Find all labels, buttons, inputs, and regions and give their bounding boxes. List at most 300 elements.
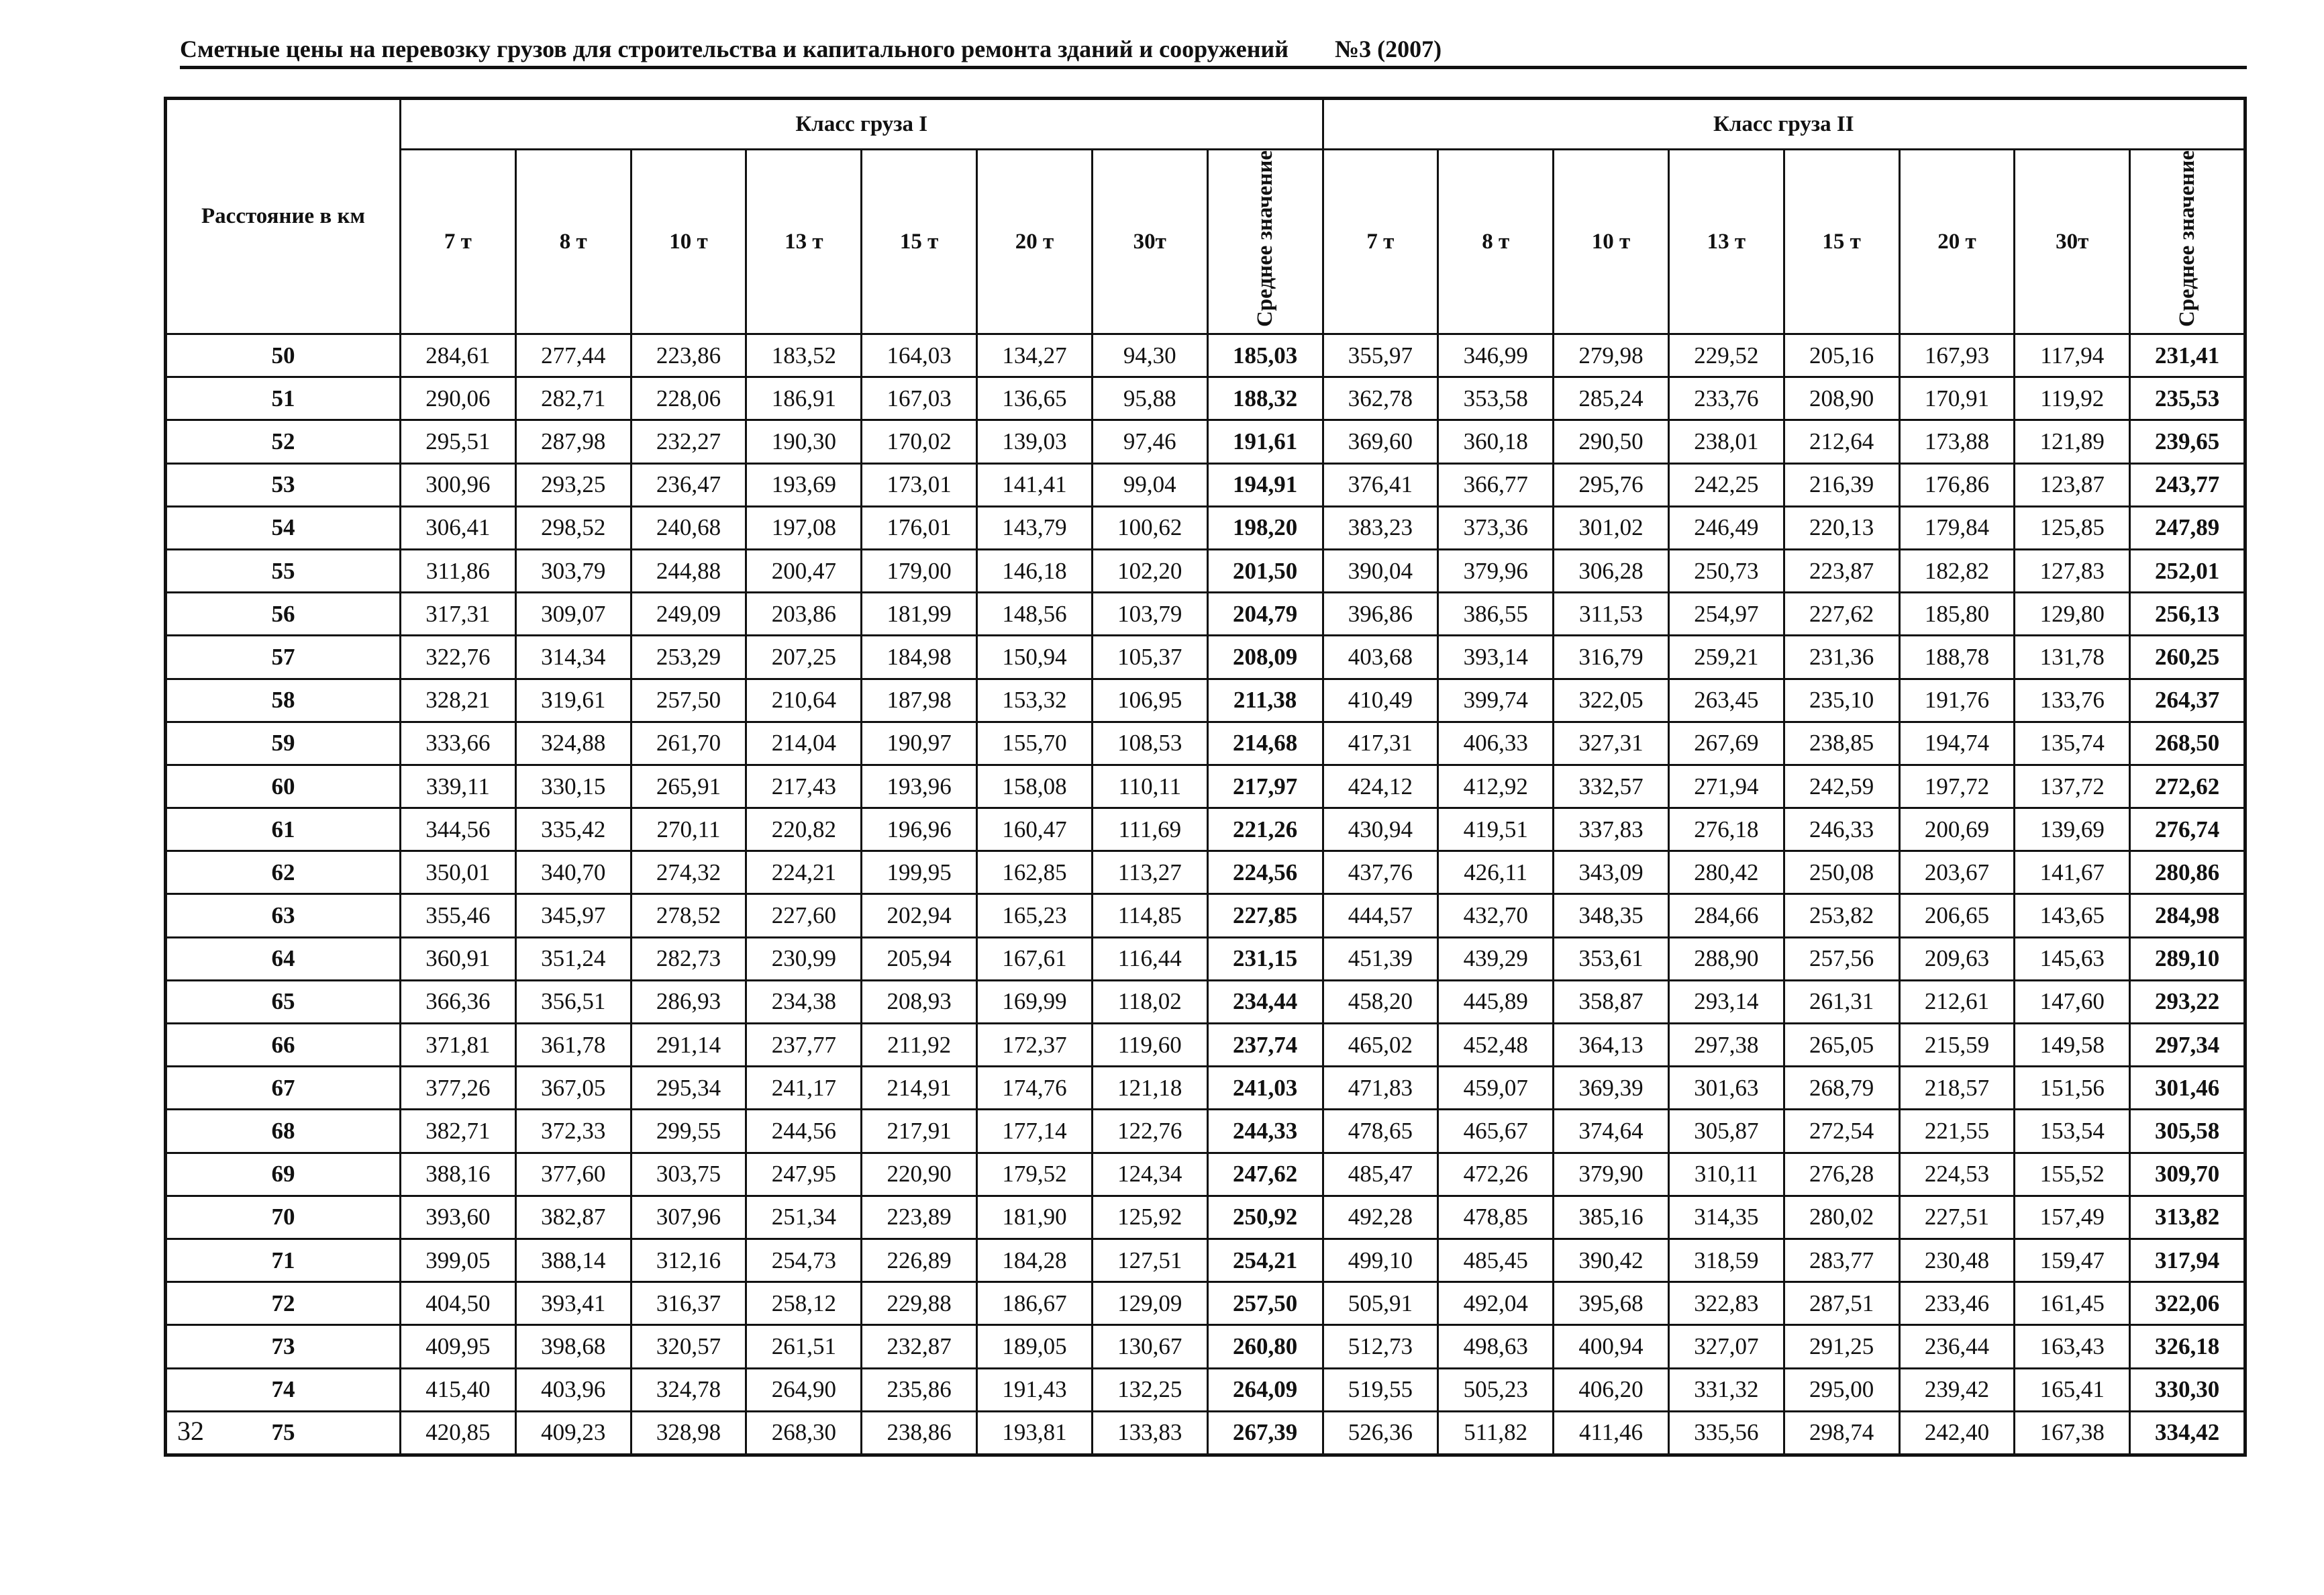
price-cell: 148,56 bbox=[977, 593, 1093, 636]
price-cell: 212,61 bbox=[1899, 980, 2015, 1023]
column-header bbox=[746, 150, 862, 334]
average-cell: 235,53 bbox=[2130, 377, 2245, 420]
distance-cell: 70 bbox=[166, 1196, 401, 1239]
price-cell: 396,86 bbox=[1323, 593, 1438, 636]
price-cell: 95,88 bbox=[1092, 377, 1207, 420]
price-cell: 119,92 bbox=[2015, 377, 2130, 420]
average-cell: 322,06 bbox=[2130, 1282, 2245, 1325]
header-row-columns bbox=[166, 150, 2245, 334]
price-cell: 299,55 bbox=[631, 1110, 746, 1153]
column-header-label: Среднее значение bbox=[1252, 150, 1277, 328]
price-cell: 188,78 bbox=[1899, 636, 2015, 679]
price-cell: 339,11 bbox=[401, 765, 516, 808]
price-cell: 235,86 bbox=[862, 1368, 977, 1411]
column-header bbox=[515, 150, 631, 334]
price-cell: 512,73 bbox=[1323, 1325, 1438, 1368]
price-cell: 287,98 bbox=[515, 420, 631, 463]
price-cell: 372,33 bbox=[515, 1110, 631, 1153]
column-header bbox=[862, 150, 977, 334]
price-cell: 300,96 bbox=[401, 463, 516, 506]
column-header-label: 15 т bbox=[1822, 229, 1861, 254]
price-cell: 364,13 bbox=[1554, 1024, 1669, 1067]
price-cell: 169,99 bbox=[977, 980, 1093, 1023]
price-cell: 409,95 bbox=[401, 1325, 516, 1368]
table-row bbox=[166, 1067, 2245, 1110]
column-header-label: 10 т bbox=[1591, 229, 1631, 254]
price-cell: 211,92 bbox=[862, 1024, 977, 1067]
price-cell: 170,02 bbox=[862, 420, 977, 463]
price-cell: 129,80 bbox=[2015, 593, 2130, 636]
price-cell: 424,12 bbox=[1323, 765, 1438, 808]
price-cell: 210,64 bbox=[746, 679, 862, 722]
price-cell: 280,02 bbox=[1784, 1196, 1899, 1239]
price-cell: 235,10 bbox=[1784, 679, 1899, 722]
average-cell: 204,79 bbox=[1207, 593, 1323, 636]
price-cell: 220,82 bbox=[746, 808, 862, 851]
price-cell: 258,12 bbox=[746, 1282, 862, 1325]
price-cell: 139,03 bbox=[977, 420, 1093, 463]
price-cell: 199,95 bbox=[862, 851, 977, 894]
price-cell: 149,58 bbox=[2015, 1024, 2130, 1067]
price-cell: 465,67 bbox=[1438, 1110, 1554, 1153]
price-cell: 284,61 bbox=[401, 334, 516, 377]
price-cell: 282,73 bbox=[631, 937, 746, 980]
average-cell: 239,65 bbox=[2130, 420, 2245, 463]
price-cell: 122,76 bbox=[1092, 1110, 1207, 1153]
average-cell: 252,01 bbox=[2130, 549, 2245, 592]
distance-cell: 61 bbox=[166, 808, 401, 851]
price-cell: 105,37 bbox=[1092, 636, 1207, 679]
price-cell: 143,65 bbox=[2015, 894, 2130, 937]
distance-cell: 69 bbox=[166, 1153, 401, 1196]
price-cell: 492,28 bbox=[1323, 1196, 1438, 1239]
price-cell: 246,33 bbox=[1784, 808, 1899, 851]
price-cell: 160,47 bbox=[977, 808, 1093, 851]
price-cell: 177,14 bbox=[977, 1110, 1093, 1153]
price-cell: 332,57 bbox=[1554, 765, 1669, 808]
price-cell: 182,82 bbox=[1899, 549, 2015, 592]
price-cell: 399,05 bbox=[401, 1239, 516, 1282]
price-cell: 383,23 bbox=[1323, 506, 1438, 549]
price-cell: 322,76 bbox=[401, 636, 516, 679]
table-row bbox=[166, 980, 2245, 1023]
price-cell: 236,44 bbox=[1899, 1325, 2015, 1368]
average-cell: 241,03 bbox=[1207, 1067, 1323, 1110]
price-cell: 306,41 bbox=[401, 506, 516, 549]
price-cell: 285,24 bbox=[1554, 377, 1669, 420]
price-cell: 278,52 bbox=[631, 894, 746, 937]
price-cell: 121,18 bbox=[1092, 1067, 1207, 1110]
price-cell: 362,78 bbox=[1323, 377, 1438, 420]
column-header-label: 20 т bbox=[1015, 229, 1054, 254]
price-cell: 366,77 bbox=[1438, 463, 1554, 506]
average-cell: 217,97 bbox=[1207, 765, 1323, 808]
price-cell: 301,63 bbox=[1668, 1067, 1784, 1110]
price-cell: 153,54 bbox=[2015, 1110, 2130, 1153]
distance-cell: 60 bbox=[166, 765, 401, 808]
distance-cell: 75 bbox=[166, 1411, 401, 1455]
price-cell: 227,60 bbox=[746, 894, 862, 937]
price-cell: 295,51 bbox=[401, 420, 516, 463]
price-cell: 343,09 bbox=[1554, 851, 1669, 894]
price-cell: 244,88 bbox=[631, 549, 746, 592]
price-cell: 133,76 bbox=[2015, 679, 2130, 722]
price-cell: 127,83 bbox=[2015, 549, 2130, 592]
price-cell: 203,67 bbox=[1899, 851, 2015, 894]
column-header bbox=[2015, 150, 2130, 334]
average-cell: 267,39 bbox=[1207, 1411, 1323, 1455]
average-cell: 188,32 bbox=[1207, 377, 1323, 420]
column-header bbox=[1668, 150, 1784, 334]
price-cell: 172,37 bbox=[977, 1024, 1093, 1067]
table-row bbox=[166, 549, 2245, 592]
price-cell: 445,89 bbox=[1438, 980, 1554, 1023]
price-cell: 155,70 bbox=[977, 722, 1093, 765]
price-cell: 155,52 bbox=[2015, 1153, 2130, 1196]
average-cell: 297,34 bbox=[2130, 1024, 2245, 1067]
price-cell: 291,25 bbox=[1784, 1325, 1899, 1368]
price-cell: 264,90 bbox=[746, 1368, 862, 1411]
price-cell: 103,79 bbox=[1092, 593, 1207, 636]
average-cell: 309,70 bbox=[2130, 1153, 2245, 1196]
average-cell: 201,50 bbox=[1207, 549, 1323, 592]
price-cell: 229,88 bbox=[862, 1282, 977, 1325]
price-cell: 173,01 bbox=[862, 463, 977, 506]
price-table bbox=[164, 97, 2247, 1457]
price-cell: 99,04 bbox=[1092, 463, 1207, 506]
table-row bbox=[166, 851, 2245, 894]
average-cell: 214,68 bbox=[1207, 722, 1323, 765]
price-cell: 247,95 bbox=[746, 1153, 862, 1196]
price-cell: 303,75 bbox=[631, 1153, 746, 1196]
price-cell: 307,96 bbox=[631, 1196, 746, 1239]
price-cell: 348,35 bbox=[1554, 894, 1669, 937]
price-cell: 367,05 bbox=[515, 1067, 631, 1110]
price-cell: 200,47 bbox=[746, 549, 862, 592]
average-cell: 208,09 bbox=[1207, 636, 1323, 679]
price-cell: 146,18 bbox=[977, 549, 1093, 592]
price-cell: 136,65 bbox=[977, 377, 1093, 420]
price-cell: 374,64 bbox=[1554, 1110, 1669, 1153]
price-cell: 121,89 bbox=[2015, 420, 2130, 463]
price-cell: 311,53 bbox=[1554, 593, 1669, 636]
price-cell: 350,01 bbox=[401, 851, 516, 894]
price-cell: 223,89 bbox=[862, 1196, 977, 1239]
table-row bbox=[166, 937, 2245, 980]
price-cell: 145,63 bbox=[2015, 937, 2130, 980]
price-cell: 270,11 bbox=[631, 808, 746, 851]
distance-cell: 67 bbox=[166, 1067, 401, 1110]
distance-cell: 74 bbox=[166, 1368, 401, 1411]
price-cell: 409,23 bbox=[515, 1411, 631, 1455]
price-cell: 295,00 bbox=[1784, 1368, 1899, 1411]
price-cell: 215,59 bbox=[1899, 1024, 2015, 1067]
price-cell: 231,36 bbox=[1784, 636, 1899, 679]
price-cell: 478,65 bbox=[1323, 1110, 1438, 1153]
price-cell: 242,40 bbox=[1899, 1411, 2015, 1455]
average-cell: 334,42 bbox=[2130, 1411, 2245, 1455]
price-cell: 305,87 bbox=[1668, 1110, 1784, 1153]
average-cell: 305,58 bbox=[2130, 1110, 2245, 1153]
price-cell: 261,51 bbox=[746, 1325, 862, 1368]
price-cell: 415,40 bbox=[401, 1368, 516, 1411]
average-cell: 260,80 bbox=[1207, 1325, 1323, 1368]
price-cell: 298,74 bbox=[1784, 1411, 1899, 1455]
price-cell: 197,08 bbox=[746, 506, 862, 549]
price-cell: 197,72 bbox=[1899, 765, 2015, 808]
price-cell: 159,47 bbox=[2015, 1239, 2130, 1282]
distance-cell: 68 bbox=[166, 1110, 401, 1153]
average-cell: 224,56 bbox=[1207, 851, 1323, 894]
price-cell: 328,98 bbox=[631, 1411, 746, 1455]
price-cell: 257,50 bbox=[631, 679, 746, 722]
price-cell: 290,50 bbox=[1554, 420, 1669, 463]
column-header-label: 7 т bbox=[1366, 229, 1395, 254]
table-row bbox=[166, 722, 2245, 765]
price-cell: 230,48 bbox=[1899, 1239, 2015, 1282]
price-cell: 290,06 bbox=[401, 377, 516, 420]
price-cell: 511,82 bbox=[1438, 1411, 1554, 1455]
price-cell: 181,90 bbox=[977, 1196, 1093, 1239]
price-cell: 346,99 bbox=[1438, 334, 1554, 377]
price-cell: 114,85 bbox=[1092, 894, 1207, 937]
price-cell: 151,56 bbox=[2015, 1067, 2130, 1110]
price-cell: 498,63 bbox=[1438, 1325, 1554, 1368]
column-header-label: 30т bbox=[2056, 229, 2089, 254]
average-cell: 276,74 bbox=[2130, 808, 2245, 851]
price-cell: 161,45 bbox=[2015, 1282, 2130, 1325]
price-cell: 167,03 bbox=[862, 377, 977, 420]
price-cell: 265,91 bbox=[631, 765, 746, 808]
price-cell: 200,69 bbox=[1899, 808, 2015, 851]
price-cell: 191,76 bbox=[1899, 679, 2015, 722]
price-cell: 250,08 bbox=[1784, 851, 1899, 894]
price-cell: 371,81 bbox=[401, 1024, 516, 1067]
column-header bbox=[1207, 150, 1323, 334]
price-cell: 322,83 bbox=[1668, 1282, 1784, 1325]
average-cell: 280,86 bbox=[2130, 851, 2245, 894]
price-cell: 274,32 bbox=[631, 851, 746, 894]
price-cell: 220,90 bbox=[862, 1153, 977, 1196]
price-cell: 236,47 bbox=[631, 463, 746, 506]
price-cell: 318,59 bbox=[1668, 1239, 1784, 1282]
price-cell: 393,41 bbox=[515, 1282, 631, 1325]
price-cell: 133,83 bbox=[1092, 1411, 1207, 1455]
average-cell: 198,20 bbox=[1207, 506, 1323, 549]
price-cell: 223,86 bbox=[631, 334, 746, 377]
price-cell: 271,94 bbox=[1668, 765, 1784, 808]
average-cell: 247,62 bbox=[1207, 1153, 1323, 1196]
price-cell: 388,16 bbox=[401, 1153, 516, 1196]
header-rule bbox=[180, 66, 2247, 69]
table-row bbox=[166, 679, 2245, 722]
price-cell: 125,85 bbox=[2015, 506, 2130, 549]
price-cell: 377,26 bbox=[401, 1067, 516, 1110]
table-row bbox=[166, 1196, 2245, 1239]
class-1-header: Класс груза I bbox=[401, 99, 1323, 150]
price-cell: 317,31 bbox=[401, 593, 516, 636]
price-cell: 226,89 bbox=[862, 1239, 977, 1282]
price-cell: 324,88 bbox=[515, 722, 631, 765]
average-cell: 301,46 bbox=[2130, 1067, 2245, 1110]
price-cell: 185,80 bbox=[1899, 593, 2015, 636]
average-cell: 221,26 bbox=[1207, 808, 1323, 851]
average-cell: 237,74 bbox=[1207, 1024, 1323, 1067]
price-cell: 386,55 bbox=[1438, 593, 1554, 636]
distance-cell: 57 bbox=[166, 636, 401, 679]
price-cell: 465,02 bbox=[1323, 1024, 1438, 1067]
price-cell: 327,31 bbox=[1554, 722, 1669, 765]
price-cell: 406,33 bbox=[1438, 722, 1554, 765]
column-header-label: 10 т bbox=[669, 229, 708, 254]
price-cell: 230,99 bbox=[746, 937, 862, 980]
price-cell: 224,53 bbox=[1899, 1153, 2015, 1196]
average-cell: 330,30 bbox=[2130, 1368, 2245, 1411]
price-cell: 279,98 bbox=[1554, 334, 1669, 377]
average-cell: 264,09 bbox=[1207, 1368, 1323, 1411]
price-cell: 385,16 bbox=[1554, 1196, 1669, 1239]
price-cell: 417,31 bbox=[1323, 722, 1438, 765]
price-cell: 94,30 bbox=[1092, 334, 1207, 377]
average-cell: 227,85 bbox=[1207, 894, 1323, 937]
price-cell: 184,98 bbox=[862, 636, 977, 679]
price-cell: 306,28 bbox=[1554, 549, 1669, 592]
price-cell: 335,56 bbox=[1668, 1411, 1784, 1455]
price-cell: 361,78 bbox=[515, 1024, 631, 1067]
price-cell: 393,14 bbox=[1438, 636, 1554, 679]
price-cell: 123,87 bbox=[2015, 463, 2130, 506]
price-cell: 179,84 bbox=[1899, 506, 2015, 549]
distance-cell: 54 bbox=[166, 506, 401, 549]
price-cell: 287,51 bbox=[1784, 1282, 1899, 1325]
price-cell: 360,18 bbox=[1438, 420, 1554, 463]
column-header bbox=[977, 150, 1093, 334]
average-cell: 244,33 bbox=[1207, 1110, 1323, 1153]
price-cell: 295,34 bbox=[631, 1067, 746, 1110]
table-row bbox=[166, 1368, 2245, 1411]
price-cell: 165,23 bbox=[977, 894, 1093, 937]
price-cell: 206,65 bbox=[1899, 894, 2015, 937]
price-cell: 233,46 bbox=[1899, 1282, 2015, 1325]
average-cell: 268,50 bbox=[2130, 722, 2245, 765]
price-cell: 186,67 bbox=[977, 1282, 1093, 1325]
distance-cell: 64 bbox=[166, 937, 401, 980]
price-cell: 246,49 bbox=[1668, 506, 1784, 549]
price-cell: 203,86 bbox=[746, 593, 862, 636]
price-cell: 229,52 bbox=[1668, 334, 1784, 377]
price-cell: 312,16 bbox=[631, 1239, 746, 1282]
distance-cell: 62 bbox=[166, 851, 401, 894]
price-cell: 301,02 bbox=[1554, 506, 1669, 549]
price-cell: 240,68 bbox=[631, 506, 746, 549]
price-cell: 272,54 bbox=[1784, 1110, 1899, 1153]
price-cell: 319,61 bbox=[515, 679, 631, 722]
price-cell: 379,96 bbox=[1438, 549, 1554, 592]
price-cell: 388,14 bbox=[515, 1239, 631, 1282]
price-cell: 298,52 bbox=[515, 506, 631, 549]
price-cell: 261,70 bbox=[631, 722, 746, 765]
price-cell: 403,68 bbox=[1323, 636, 1438, 679]
price-cell: 194,74 bbox=[1899, 722, 2015, 765]
price-cell: 167,93 bbox=[1899, 334, 2015, 377]
table-row bbox=[166, 1411, 2245, 1455]
price-cell: 398,68 bbox=[515, 1325, 631, 1368]
price-cell: 190,30 bbox=[746, 420, 862, 463]
column-header-label: 30т bbox=[1133, 229, 1166, 254]
table-row bbox=[166, 1282, 2245, 1325]
distance-cell: 53 bbox=[166, 463, 401, 506]
price-cell: 209,63 bbox=[1899, 937, 2015, 980]
average-cell: 272,62 bbox=[2130, 765, 2245, 808]
price-cell: 202,94 bbox=[862, 894, 977, 937]
price-cell: 191,43 bbox=[977, 1368, 1093, 1411]
table-row bbox=[166, 506, 2245, 549]
price-cell: 280,42 bbox=[1668, 851, 1784, 894]
price-cell: 212,64 bbox=[1784, 420, 1899, 463]
price-cell: 135,74 bbox=[2015, 722, 2130, 765]
price-cell: 137,72 bbox=[2015, 765, 2130, 808]
column-header-label: 13 т bbox=[1707, 229, 1746, 254]
column-header-label: 8 т bbox=[559, 229, 587, 254]
price-cell: 111,69 bbox=[1092, 808, 1207, 851]
distance-cell: 73 bbox=[166, 1325, 401, 1368]
table-row bbox=[166, 1024, 2245, 1067]
price-cell: 234,38 bbox=[746, 980, 862, 1023]
price-cell: 232,87 bbox=[862, 1325, 977, 1368]
price-cell: 238,85 bbox=[1784, 722, 1899, 765]
price-cell: 208,90 bbox=[1784, 377, 1899, 420]
price-cell: 179,52 bbox=[977, 1153, 1093, 1196]
column-header bbox=[1323, 150, 1438, 334]
price-cell: 125,92 bbox=[1092, 1196, 1207, 1239]
price-cell: 141,41 bbox=[977, 463, 1093, 506]
price-cell: 134,27 bbox=[977, 334, 1093, 377]
price-cell: 311,86 bbox=[401, 549, 516, 592]
price-cell: 369,39 bbox=[1554, 1067, 1669, 1110]
price-cell: 176,01 bbox=[862, 506, 977, 549]
header-title: Сметные цены на перевозку грузов для строительства и капитального ремонта зданий и сооружений bbox=[180, 36, 1289, 62]
price-cell: 268,30 bbox=[746, 1411, 862, 1455]
price-cell: 322,05 bbox=[1554, 679, 1669, 722]
price-cell: 193,81 bbox=[977, 1411, 1093, 1455]
average-cell: 191,61 bbox=[1207, 420, 1323, 463]
average-cell: 250,92 bbox=[1207, 1196, 1323, 1239]
table-row bbox=[166, 765, 2245, 808]
price-cell: 233,76 bbox=[1668, 377, 1784, 420]
price-cell: 404,50 bbox=[401, 1282, 516, 1325]
price-cell: 310,11 bbox=[1668, 1153, 1784, 1196]
price-cell: 282,71 bbox=[515, 377, 631, 420]
price-cell: 353,58 bbox=[1438, 377, 1554, 420]
price-cell: 330,15 bbox=[515, 765, 631, 808]
average-cell: 231,15 bbox=[1207, 937, 1323, 980]
table-row bbox=[166, 593, 2245, 636]
price-cell: 268,79 bbox=[1784, 1067, 1899, 1110]
average-cell: 257,50 bbox=[1207, 1282, 1323, 1325]
price-cell: 333,66 bbox=[401, 722, 516, 765]
average-cell: 247,89 bbox=[2130, 506, 2245, 549]
price-cell: 400,94 bbox=[1554, 1325, 1669, 1368]
price-cell: 218,57 bbox=[1899, 1067, 2015, 1110]
table-row bbox=[166, 1110, 2245, 1153]
price-cell: 196,96 bbox=[862, 808, 977, 851]
price-cell: 184,28 bbox=[977, 1239, 1093, 1282]
price-cell: 170,91 bbox=[1899, 377, 2015, 420]
price-cell: 373,36 bbox=[1438, 506, 1554, 549]
average-cell: 289,10 bbox=[2130, 937, 2245, 980]
price-cell: 130,67 bbox=[1092, 1325, 1207, 1368]
price-cell: 259,21 bbox=[1668, 636, 1784, 679]
